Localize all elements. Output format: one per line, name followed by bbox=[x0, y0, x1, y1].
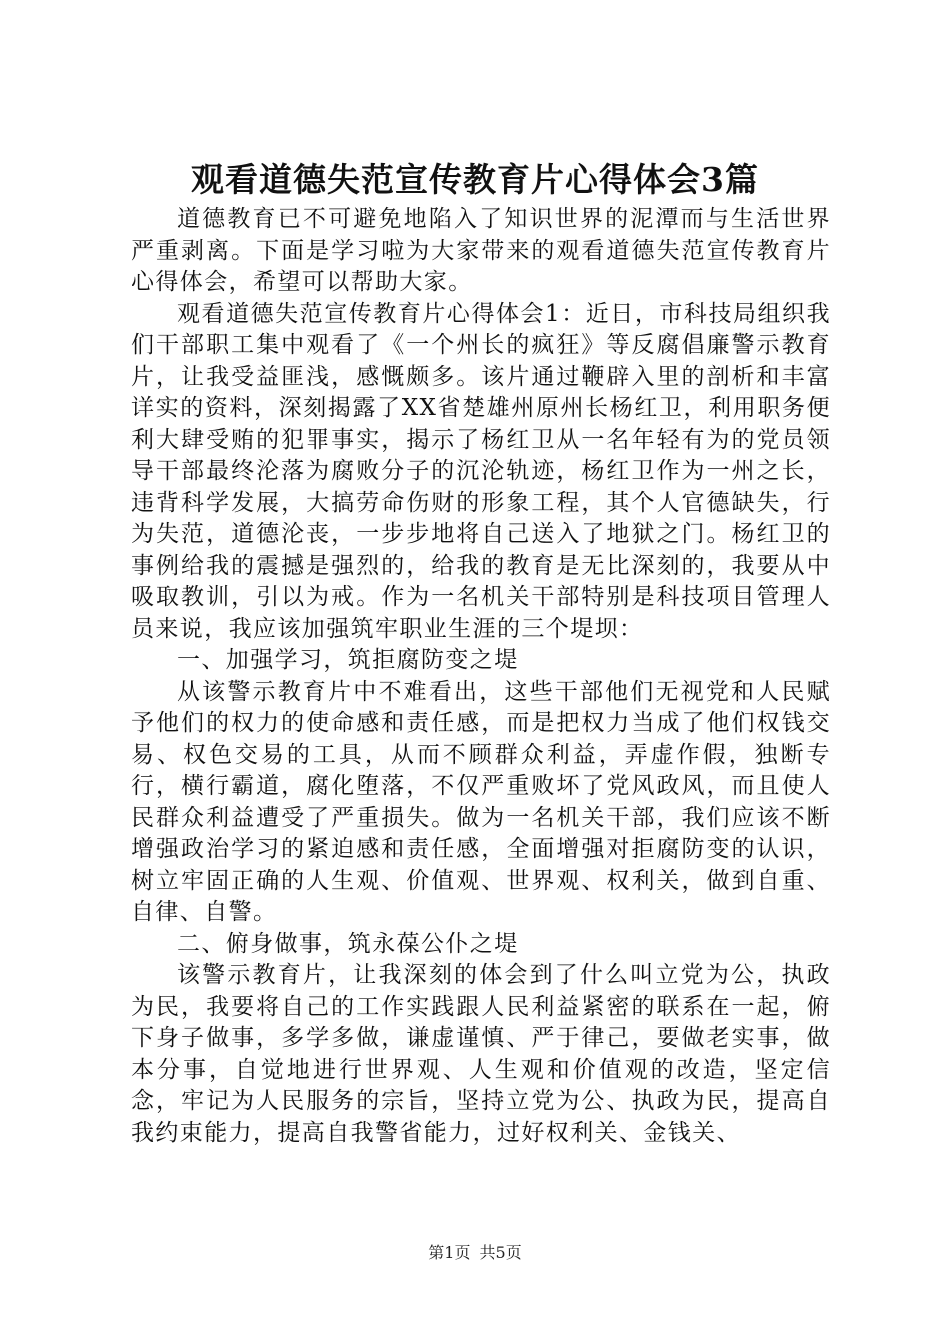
paragraph-section-2: 该警示教育片，让我深刻的体会到了什么叫立党为公，执政为民，我要将自己的工作实践跟人民利益紧密的联系在一起，俯下身子做事，多学多做，谦虚谨慎、严于律己，要做老实事，做本分事，自觉地进行世界观、人生观和价值观的改造，坚定信念，牢记为人民服务的宗旨，坚持立党为公、执政为民，提高自我约束能力，提高自我警省能力，过好权利关、金钱关、 bbox=[131, 962, 831, 1146]
paragraph-experience-1: 观看道德失范宣传教育片心得体会1：近日，市科技局组织我们干部职工集中观看了《一个州长的疯狂》等反腐倡廉警示教育片，让我受益匪浅，感慨颇多。该片通过鞭辟入里的剖析和丰富详实的资料，深刻揭露了XX省楚雄州原州长杨红卫，利用职务便利大肆受贿的犯罪事实，揭示了杨红卫从一名年轻有为的党员领导干部最终沦落为腐败分子的沉沦轨迹，杨红卫作为一州之长，违背科学发展，大搞劳命伤财的形象工程，其个人官德缺失，行为失范，道德沦丧，一步步地将自己送入了地狱之门。杨红卫的事例给我的震撼是强烈的，给我的教育是无比深刻的，我要从中吸取教训，引以为戒。作为一名机关干部特别是科技项目管理人员来说，我应该加强筑牢职业生涯的三个堤坝： bbox=[131, 300, 831, 642]
paragraph-section-1: 从该警示教育片中不难看出，这些干部他们无视党和人民赋予他们的权力的使命感和责任感，而是把权力当成了他们权钱交易、权色交易的工具，从而不顾群众利益，弄虚作假，独断专行，横行霸道，腐化堕落，不仅严重败坏了党风政风，而且使人民群众利益遭受了严重损失。做为一名机关干部，我们应该不断增强政治学习的紧迫感和责任感，全面增强对拒腐防变的认识，树立牢固正确的人生观、价值观、世界观、权利关，做到自重、自律、自警。 bbox=[131, 678, 831, 925]
document-title: 观看道德失范宣传教育片心得体会3篇 bbox=[191, 160, 759, 199]
paragraph-intro: 道德教育已不可避免地陷入了知识世界的泥潭而与生活世界严重剥离。下面是学习啦为大家带来的观看道德失范宣传教育片心得体会，希望可以帮助大家。 bbox=[131, 206, 831, 295]
section-heading-1: 一、加强学习，筑拒腐防变之堤 bbox=[177, 647, 519, 673]
page-number-total: 共5页 bbox=[479, 1243, 522, 1262]
document-body bbox=[131, 204, 831, 1149]
page-number-current: 第1页 bbox=[428, 1243, 471, 1262]
page-footer bbox=[0, 1242, 950, 1264]
section-heading-2: 二、俯身做事，筑永葆公仆之堤 bbox=[177, 930, 519, 957]
